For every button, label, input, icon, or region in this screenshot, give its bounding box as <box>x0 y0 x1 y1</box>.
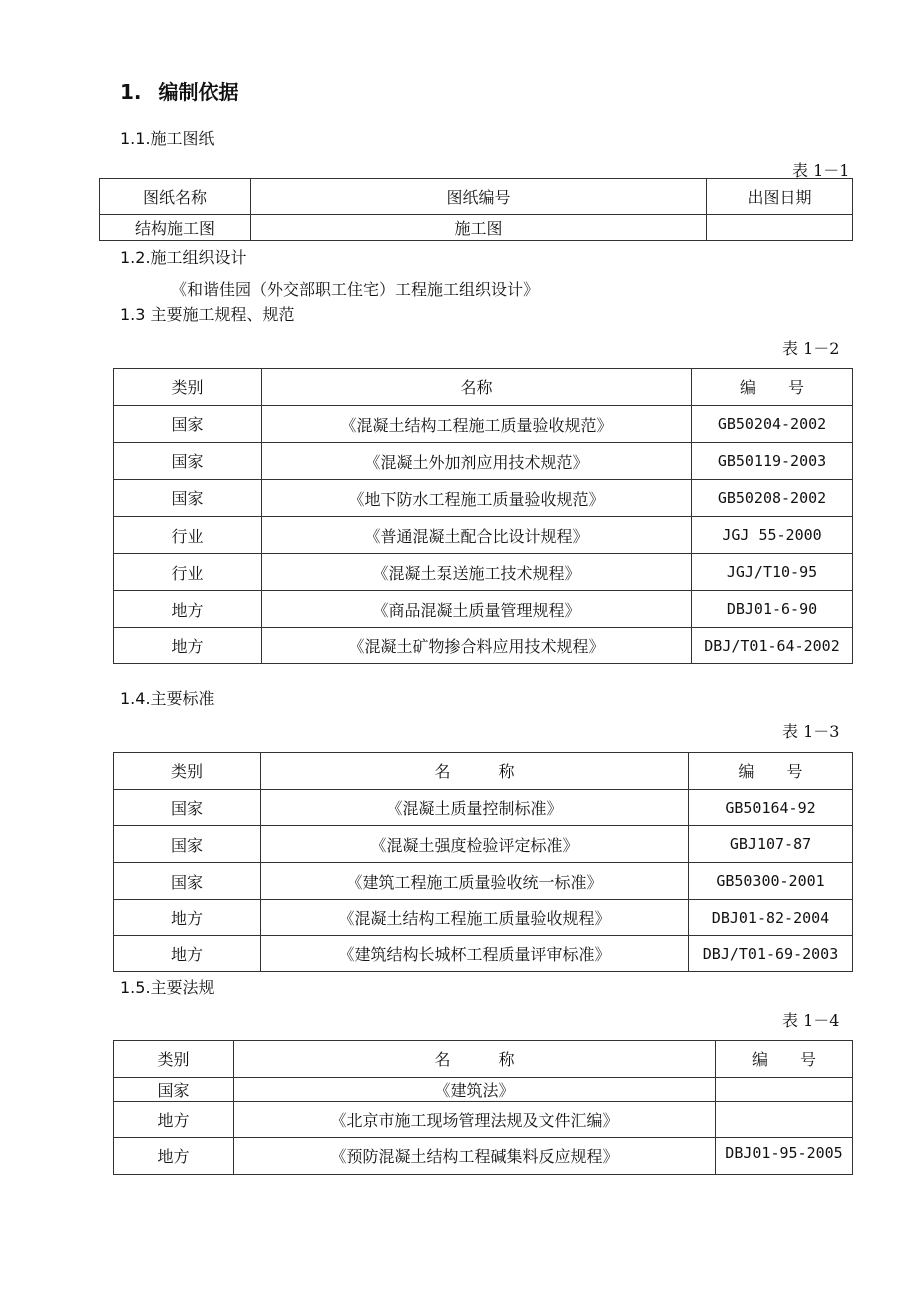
name-cell: 《北京市施工现场管理法规及文件汇编》 <box>234 1102 716 1138</box>
table-row <box>114 554 853 591</box>
code-cell: DBJ/T01-64-2002 <box>692 628 853 664</box>
section-title-regulations: 1.3 主要施工规程、规范 <box>120 305 295 324</box>
name-cell: 《混凝土强度检验评定标准》 <box>261 826 689 863</box>
code-cell: GB50204-2002 <box>692 406 853 443</box>
category-cell: 地方 <box>114 1102 234 1138</box>
table-row <box>100 215 853 241</box>
section-title-standards: 1.4.主要标准 <box>120 689 215 708</box>
category-cell: 地方 <box>114 628 262 664</box>
name-cell: 《建筑法》 <box>234 1078 716 1102</box>
category-cell: 国家 <box>114 790 261 826</box>
table-header-row <box>114 369 853 406</box>
table-cell <box>707 215 853 241</box>
code-cell: JGJ/T10-95 <box>692 554 853 591</box>
table-row <box>114 1102 853 1138</box>
table-label-1-3: 表 1－3 <box>782 722 840 741</box>
category-cell: 地方 <box>114 900 261 936</box>
section-title-org-design: 1.2.施工组织设计 <box>120 248 247 267</box>
header-cell: 图纸编号 <box>251 179 707 215</box>
table-row <box>114 406 853 443</box>
category-cell: 行业 <box>114 517 262 554</box>
header-cell: 编 号 <box>716 1041 853 1078</box>
table-cell: 结构施工图 <box>100 215 251 241</box>
code-cell: GB50208-2002 <box>692 480 853 517</box>
category-cell: 地方 <box>114 591 262 628</box>
table-row <box>114 443 853 480</box>
code-cell: GB50300-2001 <box>689 863 853 900</box>
code-cell: GB50119-2003 <box>692 443 853 480</box>
code-cell: DBJ01-95-2005 <box>716 1138 853 1175</box>
table-row <box>114 1078 853 1102</box>
header-cell: 编 号 <box>692 369 853 406</box>
code-cell: DBJ/T01-69-2003 <box>689 936 853 972</box>
table-header-row <box>114 753 853 790</box>
table-label-1-1: 表 1－1 <box>792 161 850 180</box>
table-label-1-2: 表 1－2 <box>782 339 840 358</box>
table-row <box>114 517 853 554</box>
header-cell: 类别 <box>114 1041 234 1078</box>
category-cell: 国家 <box>114 826 261 863</box>
code-cell: GBJ107-87 <box>689 826 853 863</box>
header-cell: 名 称 <box>234 1041 716 1078</box>
header-cell: 编 号 <box>689 753 853 790</box>
code-cell <box>716 1102 853 1138</box>
name-cell: 《混凝土结构工程施工质量验收规范》 <box>262 406 692 443</box>
category-cell: 国家 <box>114 480 262 517</box>
name-cell: 《混凝土外加剂应用技术规范》 <box>262 443 692 480</box>
table-header-row <box>114 1041 853 1078</box>
header-cell: 名称 <box>262 369 692 406</box>
table-row <box>114 900 853 936</box>
header-cell: 类别 <box>114 753 261 790</box>
table-cell: 施工图 <box>251 215 707 241</box>
name-cell: 《建筑工程施工质量验收统一标准》 <box>261 863 689 900</box>
drawings-table <box>99 178 853 241</box>
table-row <box>114 936 853 972</box>
table-header-row <box>100 179 853 215</box>
table-row <box>114 1138 853 1175</box>
header-cell: 出图日期 <box>707 179 853 215</box>
category-cell: 国家 <box>114 406 262 443</box>
code-cell <box>716 1078 853 1102</box>
header-cell: 图纸名称 <box>100 179 251 215</box>
table-row <box>114 826 853 863</box>
name-cell: 《混凝土矿物掺合料应用技术规程》 <box>262 628 692 664</box>
section-title-drawings: 1.1.施工图纸 <box>120 129 215 148</box>
category-cell: 国家 <box>114 863 261 900</box>
code-cell: GB50164-92 <box>689 790 853 826</box>
table-label-1-4: 表 1－4 <box>782 1011 840 1030</box>
name-cell: 《建筑结构长城杯工程质量评审标准》 <box>261 936 689 972</box>
name-cell: 《混凝土泵送施工技术规程》 <box>262 554 692 591</box>
org-design-text: 《和谐佳园（外交部职工住宅）工程施工组织设计》 <box>171 280 540 299</box>
name-cell: 《混凝土质量控制标准》 <box>261 790 689 826</box>
name-cell: 《商品混凝土质量管理规程》 <box>262 591 692 628</box>
name-cell: 《普通混凝土配合比设计规程》 <box>262 517 692 554</box>
header-cell: 名 称 <box>261 753 689 790</box>
heading-number: 1. <box>120 80 142 104</box>
category-cell: 国家 <box>114 443 262 480</box>
name-cell: 《预防混凝土结构工程碱集料反应规程》 <box>234 1138 716 1175</box>
code-cell: DBJ01-6-90 <box>692 591 853 628</box>
table-row <box>114 628 853 664</box>
table-row <box>114 863 853 900</box>
code-cell: DBJ01-82-2004 <box>689 900 853 936</box>
standards-table <box>113 752 853 972</box>
category-cell: 行业 <box>114 554 262 591</box>
table-row <box>114 480 853 517</box>
heading-title: 编制依据 <box>158 80 239 104</box>
table-row <box>114 790 853 826</box>
category-cell: 国家 <box>114 1078 234 1102</box>
laws-table <box>113 1040 853 1175</box>
name-cell: 《混凝土结构工程施工质量验收规程》 <box>261 900 689 936</box>
code-cell: JGJ 55-2000 <box>692 517 853 554</box>
table-row <box>114 591 853 628</box>
page-heading <box>120 76 238 105</box>
category-cell: 地方 <box>114 1138 234 1175</box>
category-cell: 地方 <box>114 936 261 972</box>
section-title-laws: 1.5.主要法规 <box>120 978 215 997</box>
name-cell: 《地下防水工程施工质量验收规范》 <box>262 480 692 517</box>
regulations-table <box>113 368 853 664</box>
header-cell: 类别 <box>114 369 262 406</box>
